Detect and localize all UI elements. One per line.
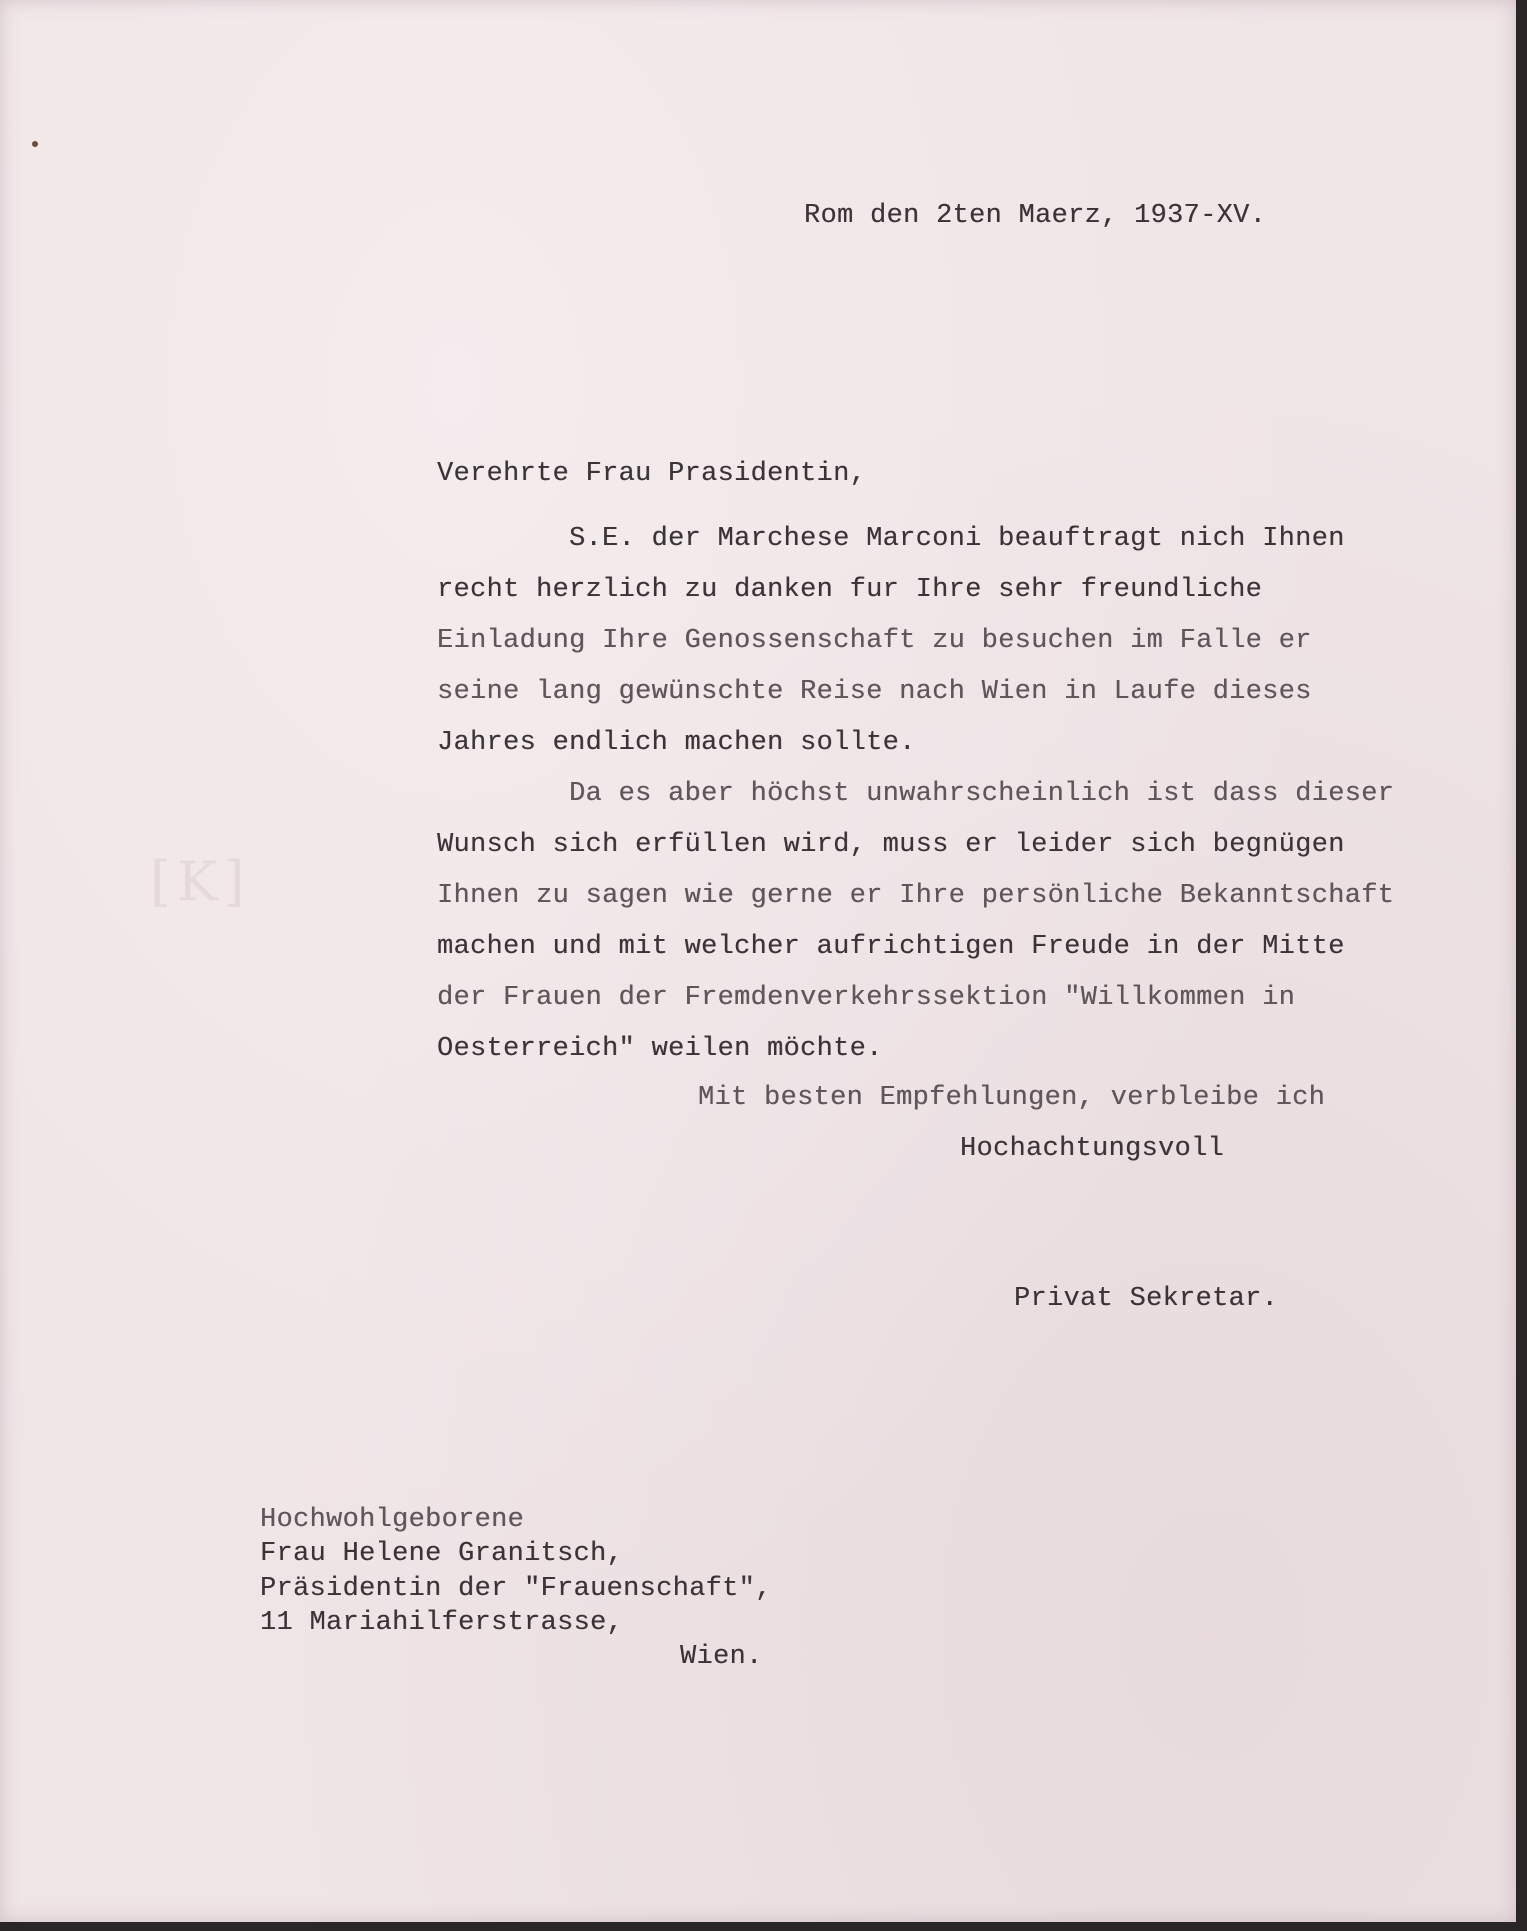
ink-spot [32,141,38,147]
salutation: Verehrte Frau Prasidentin, [437,459,867,489]
closing-line: Mit besten Empfehlungen, verbleibe ich [698,1083,1326,1113]
date-line: Rom den 2ten Maerz, 1937-XV. [804,201,1267,231]
scan-border-bottom [0,1922,1527,1931]
address-line: Frau Helene Granitsch, [260,1539,624,1569]
address-line: Hochwohlgeborene [260,1505,525,1535]
body-line: Ihnen zu sagen wie gerne er Ihre persönliche Bekanntschaft [437,881,1395,911]
body-line: machen und mit welcher aufrichtigen Freude in der Mitte [437,932,1345,962]
body-line: der Frauen der Fremdenverkehrssektion "Willkommen in [437,983,1296,1013]
body-line: Wunsch sich erfüllen wird, muss er leider sich begnügen [437,830,1345,860]
body-line: seine lang gewünschte Reise nach Wien in Laufe dieses [437,677,1312,707]
valediction: Hochachtungsvoll [960,1134,1225,1164]
scan-border-right [1516,0,1527,1931]
signature-title: Privat Sekretar. [1014,1284,1279,1314]
body-line: Oesterreich" weilen möchte. [437,1034,883,1064]
address-city: Wien. [680,1642,763,1672]
body-line: S.E. der Marchese Marconi beauftragt nich Ihnen [437,524,1345,554]
body-line: Einladung Ihre Genossenschaft zu besuchen im Falle er [437,626,1312,656]
show-through-mark: [K] [150,850,251,913]
address-line: 11 Mariahilferstrasse, [260,1608,624,1638]
body-line: Jahres endlich machen sollte. [437,728,916,758]
address-line: Präsidentin der "Frauenschaft", [260,1574,772,1604]
body-line: Da es aber höchst unwahrscheinlich ist dass dieser [437,779,1395,809]
body-line: recht herzlich zu danken fur Ihre sehr freundliche [437,575,1263,605]
